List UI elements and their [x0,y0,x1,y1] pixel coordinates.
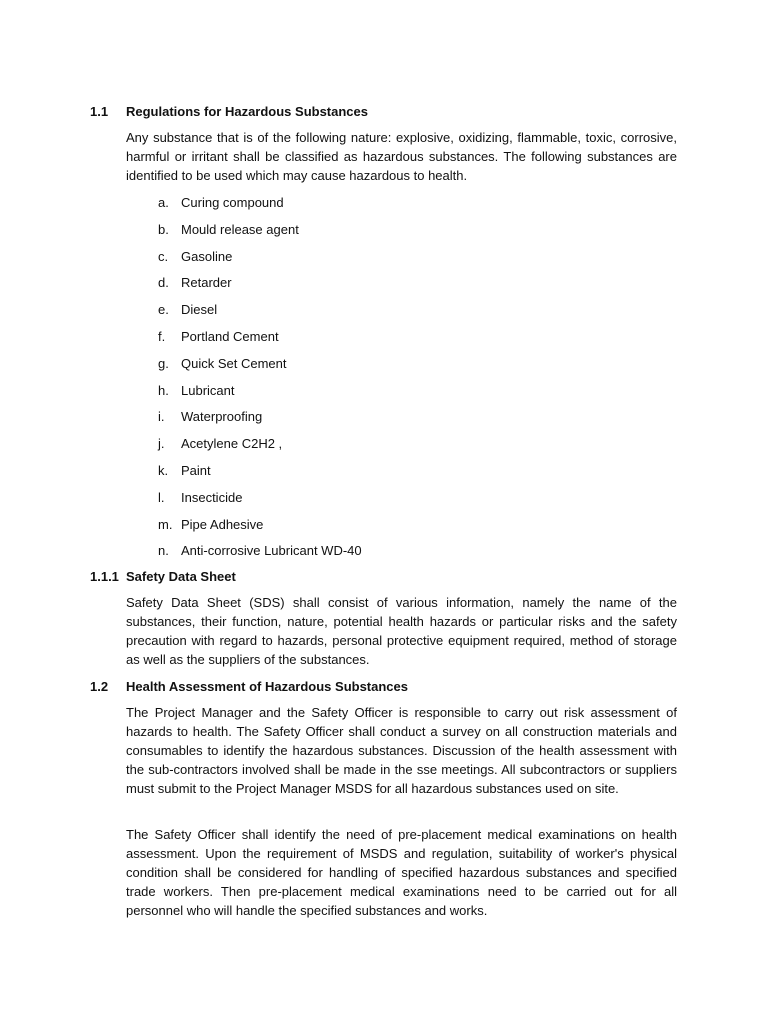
section-number: 1.1 [90,104,109,119]
list-item [158,488,362,515]
list-item-marker: m. [158,516,173,532]
list-item-marker: e. [158,302,169,318]
hazardous-substances-list [158,193,362,568]
section-number: 1.2 [90,679,109,694]
list-item-text: Quick Set Cement [181,355,287,371]
list-item [158,273,362,300]
section-heading-1-1-1 [90,567,236,586]
list-item [158,247,362,274]
list-item-marker: c. [158,248,169,264]
list-item-text: Retarder [181,275,232,291]
list-item-text: Curing compound [181,195,284,210]
section-paragraph: Any substance that is of the following nature: explosive, oxidizing, flammable, toxic, corrosive, harmful or irritant shall be classified as hazardous substances. The following substances are identified to be used which may cause hazardous to health. [126,130,677,183]
list-item-text: Lubricant [181,382,235,398]
list-item [158,354,362,381]
list-item [158,515,362,542]
list-item [158,193,362,220]
list-item-text: Waterproofing [181,409,263,425]
list-item-text: Portland Cement [181,328,279,344]
list-item-marker: f. [158,328,166,344]
section-number: 1.1.1 [90,569,119,584]
section-heading-1-1 [90,102,368,121]
list-item-text: Anti-corrosive Lubricant WD-40 [181,543,362,559]
list-item-text: Pipe Adhesive [181,516,264,532]
list-item [158,327,362,354]
list-item [158,434,362,461]
list-item-marker: b. [158,221,169,237]
section-heading-1-2 [90,677,408,696]
list-item-marker: i. [158,409,165,425]
list-item-text: Insecticide [181,489,243,505]
section-title: Safety Data Sheet [126,569,236,584]
list-item-marker: a. [158,195,169,210]
list-item-marker: n. [158,543,169,559]
section-paragraph: Safety Data Sheet (SDS) shall consist of various information, namely the name of the substances, their function, nature, potential health hazards or particular risks and the safety precaution with regard to hazards, personal protective equipment required, method of storage as well as the suppliers of the substances. [126,595,677,667]
list-item-marker: j. [158,436,165,452]
section-paragraph: The Project Manager and the Safety Officer is responsible to carry out risk assessment of hazards to health. The Safety Officer shall conduct a survey on all construction materials and consumables to identify the hazardous substances. Discussion of the health assessment with the sub-contractors involved shall be made in the sse meetings. All subcontractors or suppliers must submit to the Project Manager MSDS for all hazardous substances used on site. [126,705,677,796]
section-paragraph: The Safety Officer shall identify the need of pre-placement medical examinations on health assessment. Upon the requirement of MSDS and regulation, suitability of worker's physical condition shall be considered for handling of specified hazardous substances and specified trade workers. Then pre-placement medical examinations need to be carried out for all personnel who will handle the specified substances and works. [126,827,677,918]
list-item [158,300,362,327]
list-item-marker: h. [158,382,169,398]
list-item-text: Acetylene C2H2 , [181,436,283,452]
list-item-marker: g. [158,355,169,371]
list-item-text: Gasoline [181,248,233,264]
list-item [158,461,362,488]
list-item-text: Paint [181,462,211,478]
list-item-text: Mould release agent [181,221,299,237]
list-item [158,381,362,408]
list-item-marker: d. [158,275,169,291]
list-item-marker: l. [158,489,165,505]
list-item [158,220,362,247]
list-item [158,541,362,568]
list-item-marker: k. [158,462,169,478]
section-title: Regulations for Hazardous Substances [126,104,368,119]
section-title: Health Assessment of Hazardous Substances [126,679,408,694]
list-item [158,407,362,434]
list-item-text: Diesel [181,302,218,318]
